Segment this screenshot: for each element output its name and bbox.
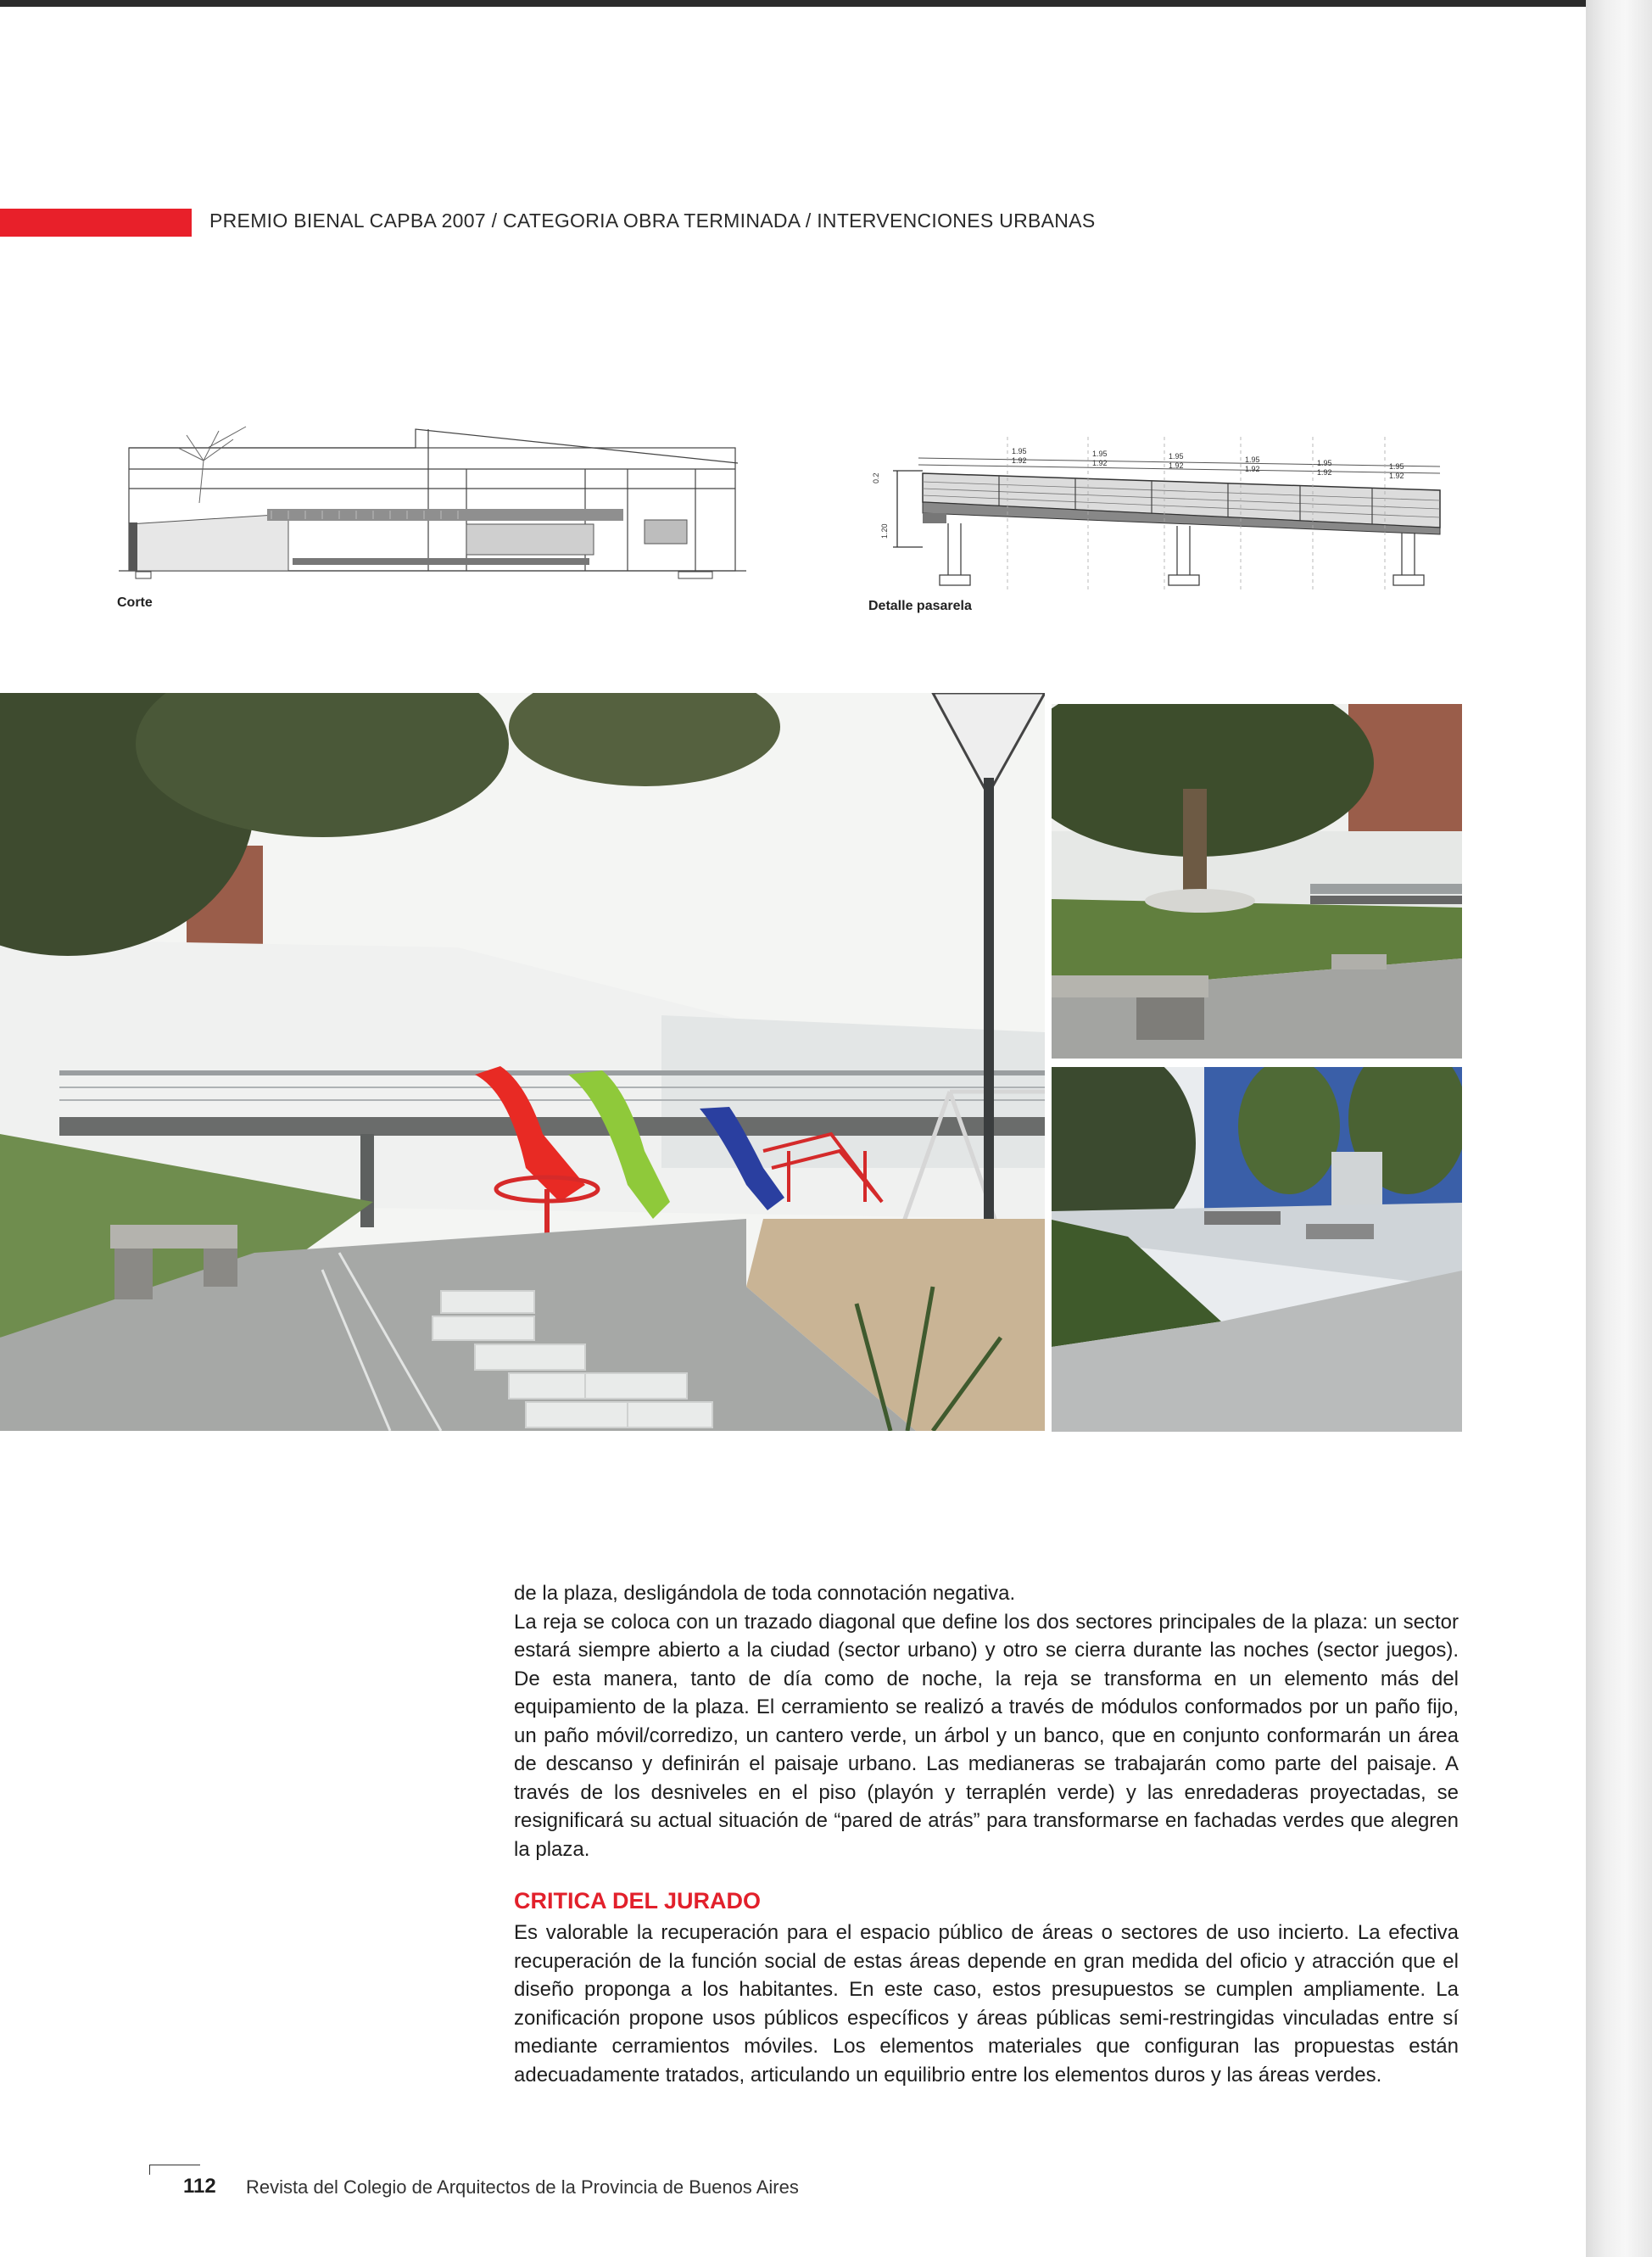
dim-11: 1.95 xyxy=(1389,462,1404,471)
paragraph-3: Es valorable la recuperación para el espacio público de áreas o sectores de uso incierto. La efectiva recuperación de la función social de estas áreas depende en gran medida del oficio y atracción que el diseño proponga a los habitantes. En este caso, estos presupuestos se cumplen ampliamente. La zonificación propone usos públicos específicos y áreas públicas semi-restringidas vinculadas entre sí mediante cerramientos móviles. Los elementos materiales que configuran las propuestas están adecuadamente tratados, articulando un equilibrio entre los elementos duros y las áreas verdes. xyxy=(514,1921,1459,2087)
playground-photo xyxy=(0,693,1045,1431)
height-label-1: 0.2 xyxy=(872,472,880,483)
corte-caption: Corte xyxy=(117,595,153,610)
pasarela-drawing xyxy=(872,433,1465,590)
journal-title: Revista del Colegio de Arquitectos de la Provincia de Buenos Aires xyxy=(246,2176,799,2198)
dim-4: 1.92 xyxy=(1092,459,1108,467)
paragraph-2: La reja se coloca con un trazado diagonal que define los dos sectores principales de la plaza: un sector estará siempre abierto a la ciudad (sector urbano) y otro se cierra durante las noches (sector juegos). De esta manera, tanto de día como de noche, la reja se transforma en un elemento más del equipamiento de la plaza. El cerramiento se realizó a través de módulos conformados por un paño fijo, un paño móvil/corredizo, un cantero verde, un árbol y un banco, que en conjunto conformarán un área de descanso y definirán el paisaje urbano. Las medianeras se trabajarán como parte del paisaje. A través de los desniveles en el piso (playón y terraplén verde) y las enredaderas proyectadas, se resignificará su actual situación de “pared de atrás” para transformarse en fachadas verdes que alegren la plaza. xyxy=(514,1610,1459,1861)
jury-critique-block xyxy=(514,1919,1459,2089)
dim-7: 1.95 xyxy=(1245,455,1260,464)
dim-6: 1.92 xyxy=(1169,461,1184,470)
page-number: 112 xyxy=(183,2175,216,2198)
dim-5: 1.95 xyxy=(1169,452,1184,461)
dim-8: 1.92 xyxy=(1245,465,1260,473)
binding-spine-shadow xyxy=(1586,0,1652,2257)
dim-3: 1.95 xyxy=(1092,450,1108,458)
corte-tree xyxy=(178,427,246,503)
header-red-bar xyxy=(0,209,192,237)
pasarela-detail-svg xyxy=(872,433,1465,590)
running-header: PREMIO BIENAL CAPBA 2007 / CATEGORIA OBRA TERMINADA / INTERVENCIONES URBANAS xyxy=(209,209,1096,232)
urban-sector-photo xyxy=(1052,1067,1462,1432)
corte-section-svg xyxy=(119,422,746,584)
height-label-2: 1.20 xyxy=(880,523,889,539)
body-text-block xyxy=(514,1579,1459,1863)
corte-drawing xyxy=(119,422,746,584)
dim-10: 1.92 xyxy=(1317,468,1332,477)
dim-9: 1.95 xyxy=(1317,459,1332,467)
dim-1: 1.95 xyxy=(1012,447,1027,455)
footer-rule-tick xyxy=(149,2165,150,2175)
garden-bench-photo xyxy=(1052,704,1462,1059)
paragraph-1: de la plaza, desligándola de toda connotación negativa. xyxy=(514,1582,1016,1605)
dim-2: 1.92 xyxy=(1012,456,1027,465)
dim-12: 1.92 xyxy=(1389,472,1404,480)
top-edge-line xyxy=(0,0,1652,7)
pasarela-caption: Detalle pasarela xyxy=(868,599,972,613)
section-heading: CRITICA DEL JURADO xyxy=(514,1888,762,1913)
